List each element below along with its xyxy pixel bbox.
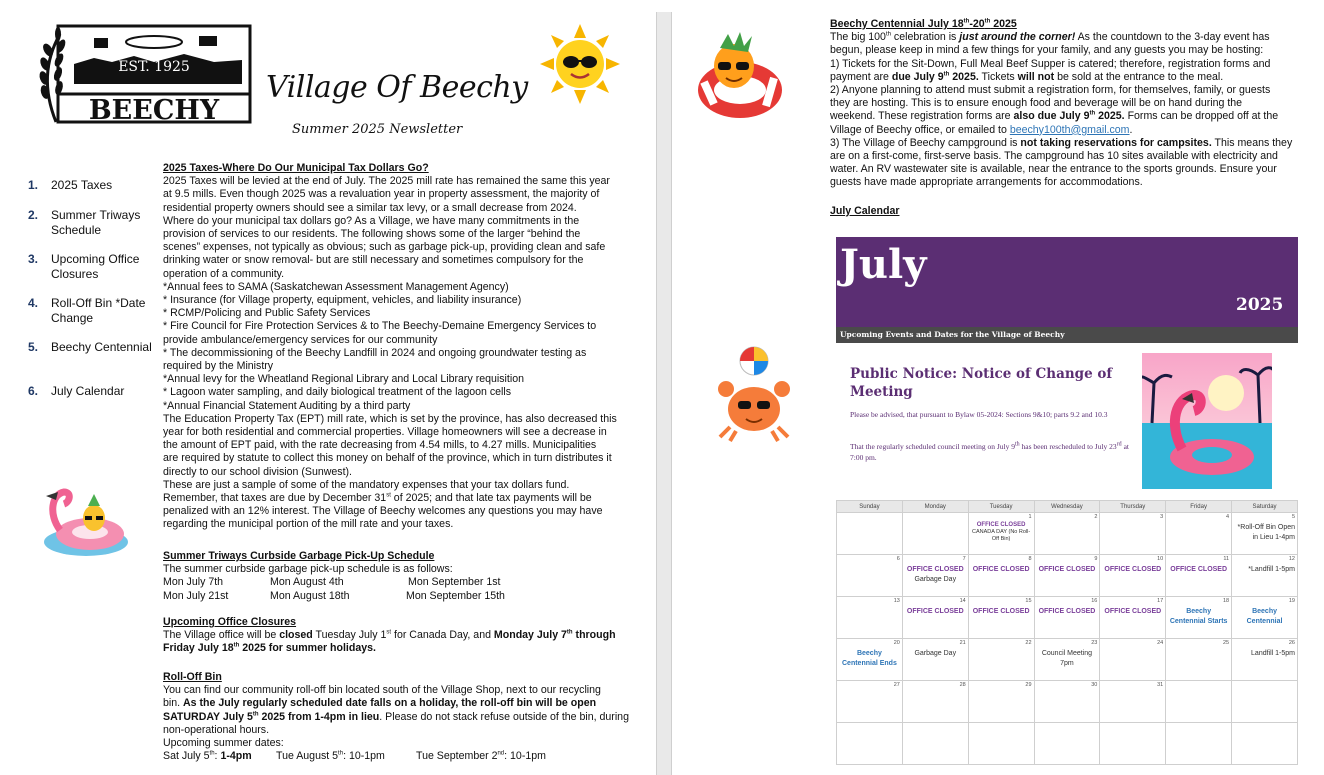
calendar-day-header: Sunday bbox=[837, 501, 903, 513]
taxes-line: drinking water or snow removal- but are still necessary and sometimes compulsory for the bbox=[163, 254, 584, 267]
calendar-date-number: 13 bbox=[893, 598, 900, 604]
taxes-section bbox=[163, 162, 649, 532]
taxes-line: The Education Property Tax (EPT) mill rate, which is set by the province, has also decreased this bbox=[163, 412, 617, 425]
calendar-cell bbox=[968, 723, 1034, 765]
calendar-cell bbox=[902, 555, 968, 597]
calendar-day-header: Wednesday bbox=[1034, 501, 1100, 513]
logo-est: EST. 1925 bbox=[118, 59, 190, 75]
calendar-event-note: CANADA DAY (No Roll-Off Bin) bbox=[972, 529, 1031, 542]
taxes-line: * Fire Council for Fire Protection Services & to The Beechy-Demaine Emergency Services to bbox=[163, 320, 597, 333]
closures-text: The Village office will be closed Tuesday July 1st for Canada Day, and Monday July 7th through bbox=[163, 629, 616, 642]
calendar-cell bbox=[1034, 513, 1100, 555]
calendar-date-number: 20 bbox=[893, 640, 900, 646]
newsletter-page-2 bbox=[672, 0, 1324, 775]
calendar-event: Beechy Centennial Starts bbox=[1169, 608, 1228, 625]
taxes-line: Where do your municipal tax dollars go? As a Village, we have many commitments in the bbox=[163, 214, 580, 227]
calendar-date-number: 10 bbox=[1157, 556, 1164, 562]
calendar-cell bbox=[1166, 639, 1232, 681]
calendar-date-number: 5 bbox=[1291, 514, 1295, 520]
rolloff-line: You can find our community roll-off bin located south of the Village Shop, next to our recycling bbox=[163, 684, 601, 697]
taxes-body bbox=[163, 175, 649, 531]
closures-heading: Upcoming Office Closures bbox=[163, 616, 297, 628]
calendar-cell bbox=[1034, 681, 1100, 723]
calendar-cell bbox=[1232, 681, 1298, 723]
calendar-date-number: 15 bbox=[1025, 598, 1032, 604]
calendar-grid bbox=[836, 500, 1298, 765]
taxes-line: *Annual Financial Statement Auditing by a third party bbox=[163, 399, 411, 412]
page-gutter bbox=[656, 12, 672, 775]
calendar-year: 2025 bbox=[1236, 295, 1284, 315]
calendar-event: Garbage Day bbox=[914, 650, 957, 657]
sun-sunglasses-icon bbox=[540, 24, 620, 104]
logo-name: BEECHY bbox=[88, 95, 220, 126]
calendar-day-header: Monday bbox=[902, 501, 968, 513]
calendar-event: *Roll-Off Bin Open in Lieu 1-4pm bbox=[1237, 524, 1295, 541]
pickup-date: Mon August 4th bbox=[270, 576, 344, 589]
triways-row bbox=[163, 576, 649, 589]
july-calendar bbox=[672, 237, 1324, 775]
calendar-cell bbox=[837, 597, 903, 639]
calendar-day-header: Saturday bbox=[1232, 501, 1298, 513]
calendar-event: OFFICE CLOSED bbox=[1038, 566, 1096, 573]
newsletter-title: Village Of Beechy bbox=[266, 70, 528, 105]
calendar-cell bbox=[837, 681, 903, 723]
calendar-event: *Landfill 1-5pm bbox=[1248, 566, 1295, 573]
calendar-cell bbox=[1100, 681, 1166, 723]
centennial-line: The big 100th celebration is just around the corner! As the countdown to the 3-day event has bbox=[830, 31, 1270, 44]
taxes-line: *Annual fees to SAMA (Saskatchewan Assessment Management Agency) bbox=[163, 280, 509, 293]
calendar-week bbox=[837, 513, 1298, 555]
calendar-cell bbox=[1100, 723, 1166, 765]
calendar-date-number: 25 bbox=[1222, 640, 1230, 646]
calendar-event: OFFICE CLOSED bbox=[906, 566, 964, 573]
calendar-date-number: 28 bbox=[959, 682, 966, 688]
triways-heading: Summer Triways Curbside Garbage Pick-Up Schedule bbox=[163, 550, 435, 562]
taxes-line: the amount of EPT paid, with the rate decreasing from 4.54 mills, to 4.27 mills. Municipalities bbox=[163, 439, 597, 452]
calendar-date-number: 3 bbox=[1160, 514, 1164, 520]
taxes-line: penalized with an 12% interest. The Village of Beechy welcomes any questions you may have bbox=[163, 505, 603, 518]
flamingo-pool-icon bbox=[1142, 353, 1272, 489]
calendar-cell bbox=[968, 513, 1034, 555]
calendar-cell bbox=[837, 639, 903, 681]
calendar-date-number: 14 bbox=[959, 598, 966, 604]
centennial-line: 3) The Village of Beechy campground is not taking reservations for campsites. This means they bbox=[830, 136, 1293, 149]
calendar-cell bbox=[1166, 723, 1232, 765]
taxes-line: directly to our school division (Sunwest). bbox=[163, 465, 353, 478]
calendar-date-number: 6 bbox=[896, 556, 900, 562]
calendar-event: OFFICE CLOSED bbox=[1104, 608, 1162, 615]
calendar-date-number: 24 bbox=[1157, 640, 1164, 646]
pickup-date: Mon September 1st bbox=[408, 576, 501, 589]
calendar-cell bbox=[1232, 513, 1298, 555]
centennial-line: payment are due July 9th 2025. Tickets will not be sold at the entrance to the meal. bbox=[830, 70, 1224, 83]
centennial-line: they are hosting. This is to ensure enough food and beverage will be on hand during the bbox=[830, 97, 1243, 110]
rolloff-line: non-operational hours. bbox=[163, 723, 270, 736]
calendar-cell bbox=[968, 639, 1034, 681]
calendar-cell bbox=[1100, 513, 1166, 555]
crab-beachball-icon bbox=[716, 345, 792, 445]
rolloff-line: Upcoming summer dates: bbox=[163, 737, 284, 750]
calendar-heading: July Calendar bbox=[830, 205, 900, 217]
calendar-cell bbox=[968, 681, 1034, 723]
taxes-line: * Lagoon water sampling, and daily biological treatment of the lagoon cells bbox=[163, 386, 512, 399]
calendar-date-number: 29 bbox=[1025, 682, 1032, 688]
calendar-cell bbox=[1166, 513, 1232, 555]
calendar-event: OFFICE CLOSED bbox=[972, 566, 1030, 573]
centennial-heading: Beechy Centennial July 18th-20th 2025 bbox=[830, 18, 1017, 30]
calendar-date-number: 30 bbox=[1091, 682, 1098, 688]
calendar-subtitle-bar: Upcoming Events and Dates for the Village of Beechy bbox=[836, 327, 1298, 343]
calendar-cell bbox=[968, 555, 1034, 597]
calendar-day-header: Tuesday bbox=[968, 501, 1034, 513]
calendar-cell bbox=[968, 597, 1034, 639]
centennial-line: begun, please keep in mind a few things for your family, and any guests you may be hosting: bbox=[830, 44, 1264, 57]
calendar-event: OFFICE CLOSED bbox=[906, 608, 964, 615]
taxes-line: required by the Ministry bbox=[163, 360, 274, 373]
calendar-date-number: 23 bbox=[1091, 640, 1098, 646]
calendar-date-number: 16 bbox=[1091, 598, 1098, 604]
calendar-cell bbox=[1166, 597, 1232, 639]
calendar-event: OFFICE CLOSED bbox=[1038, 608, 1096, 615]
calendar-cell bbox=[837, 513, 903, 555]
newsletter-subtitle: Summer 2025 Newsletter bbox=[292, 122, 463, 137]
beechy-logo-icon bbox=[34, 22, 254, 126]
calendar-date-number: 31 bbox=[1157, 682, 1164, 688]
centennial-section bbox=[830, 18, 1320, 190]
calendar-week bbox=[837, 555, 1298, 597]
rolloff-heading: Roll-Off Bin bbox=[163, 671, 222, 683]
calendar-cell bbox=[1034, 555, 1100, 597]
calendar-cell bbox=[1100, 597, 1166, 639]
calendar-cell bbox=[1166, 555, 1232, 597]
centennial-line: 2) Anyone planning to attend must submit a registration form, for themselves, family, or guests bbox=[830, 84, 1271, 97]
calendar-cell bbox=[902, 597, 968, 639]
taxes-line: operation of a community. bbox=[163, 267, 285, 280]
taxes-heading: 2025 Taxes-Where Do Our Municipal Tax Dollars Go? bbox=[163, 162, 429, 174]
calendar-event: OFFICE CLOSED bbox=[976, 522, 1026, 528]
centennial-line: water. An RV wastewater site is available, near the entrance to the sports grounds. Ensure your bbox=[830, 163, 1277, 176]
taxes-line: 2025 Taxes will be levied at the end of July. The 2025 mill rate has remained the same this year bbox=[163, 175, 610, 188]
centennial-line: 1) Tickets for the Sit-Down, Full Meal Beef Supper is catered; therefore, registration forms and bbox=[830, 57, 1271, 70]
triways-intro: The summer curbside garbage pick-up schedule is as follows: bbox=[163, 563, 453, 576]
calendar-date-number: 7 bbox=[962, 556, 966, 562]
calendar-date-number: 18 bbox=[1222, 598, 1230, 604]
calendar-date-number: 17 bbox=[1157, 598, 1164, 604]
taxes-line: scenes” expenses, not typically as obvious; such as garbage pick-up, providing clean and safe bbox=[163, 241, 606, 254]
pickup-date: Mon July 7th bbox=[163, 576, 224, 589]
pickup-date: Mon August 18th bbox=[270, 589, 350, 602]
centennial-line: Village of Beechy office, or emailed to beechy100th@gmail.com. bbox=[830, 123, 1133, 136]
calendar-event-note: Garbage Day bbox=[914, 576, 957, 583]
calendar-cell bbox=[1100, 639, 1166, 681]
calendar-cell bbox=[1232, 555, 1298, 597]
taxes-line: * Insurance (for Village property, equipment, vehicles, and liability insurance) bbox=[163, 294, 522, 307]
flamingo-float-icon bbox=[38, 484, 130, 560]
calendar-cell bbox=[902, 681, 968, 723]
calendar-cell bbox=[902, 639, 968, 681]
newsletter-page-1: EST. 1925 BEECHY Village Of Beechy Summer 2025 Newsletter 1. 2025 Taxes 2. Summer Triways Schedule 3. Upcoming Office Closures 4. Roll-Off Bin *Date Change 5. Beechy Centennial 6. July Calendar 2025 Taxes-Where Do Our Municipal Tax Dollars Go? 2025 Taxes will be levied at the end of July. The 2025 mill rate has remained the same this year at 9.5 mills. Even though 2025 was a revaluation year in property assessment, the majority of residential property owners should see a similar tax levy, or a small decrease from 2024. Where do your municipal tax dollars go? As a Village, we have many commitments in the provision of services to our residents. The following shows some of the larger “behind the scenes” expenses, not typically as obvious; such as garbage pick-up, providing clean and safe drinking water or snow removal- but are still necessary and sometimes compulsory for the operation of a community. *Annual fees to SAMA (Saskatchewan Assessment Management Agency) * Insurance (for Village property, equipment, vehicles, and liability insurance) * RCMP/Policing and Public Safety Services * Fire Council for Fire Protection Services & to The Beechy-Demaine Emergency Services to provide ambulance/emergency services for our community * The decommissioning of the Beechy Landfill in 2024 and ongoing groundwater testing as required by the Ministry *Annual levy for the Wheatland Regional Library and Local Library requisition * Lagoon water sampling, and daily biological treatment of the lagoon cells *Annual Financial Statement Auditing by a third party The Education Property Tax (EPT) mill rate, which is set by the province, has also decreased this year for both residential and commercial properties. Village homeowners will see a decrease in the amount of EPT paid, with the rate decreasing from 4.54 mills, to 4.27 mills. Municipalities are required by statute to collect this money on behalf of the province, which in turn distributes it directly to our school division (Sunwest). These are just a sample of some of the mandatory expenses that your tax dollars fund. Remember, that taxes are due by December 31st of 2025; and that late tax payments will be penalized with an 12% interest. The Village of Beechy welcomes any questions you may have regarding the municipal portion of the mill rate and your taxes. Summer Triways Curbside Garbage Pick-Up Schedule The summer curbside garbage pick-up schedule is as follows: Mon July 7th Mon August 4th Mon September 1st Mon July 21st Mon August 18th Mon September 15th Upcoming Office Closures The Village office will be closed Tuesday July 1st for Canada Day, and Monday July 7th through Friday July 18th 2025 for summer holidays. Roll-Off Bin You can find our community roll-off bin located south of the Village Shop, next to our recycling bin. As the July regularly scheduled date falls on a holiday, the roll-off bin will be open SATURDAY July 5th 2025 from 1-4pm in lieu. Please do not stack refuse outside of the bin, during non-operational hours. Upcoming summer dates: Sat July 5th: 1-4pm Tue August 5th: 10-1pm Tue September 2nd: 10-1pm bbox=[0, 0, 656, 775]
calendar-cell bbox=[837, 723, 903, 765]
taxes-line: residential property owners should see a similar tax levy, or a small decrease from 2024. bbox=[163, 201, 577, 214]
calendar-week bbox=[837, 597, 1298, 639]
calendar-week bbox=[837, 681, 1298, 723]
calendar-day-header: Thursday bbox=[1100, 501, 1166, 513]
pickup-date: Mon September 15th bbox=[406, 589, 505, 602]
rolloff-line: bin. As the July regularly scheduled date falls on a holiday, the roll-off bin will be open bbox=[163, 697, 597, 710]
calendar-cell bbox=[1166, 681, 1232, 723]
calendar-cell bbox=[1232, 639, 1298, 681]
calendar-date-number: 4 bbox=[1226, 514, 1230, 520]
public-notice-change: That the regularly scheduled council meeting on July 9th has been rescheduled to July 23rd at 7:00 pm. bbox=[850, 441, 1129, 462]
taxes-line: are required by statute to collect this money on behalf of the province, which in turn distributes it bbox=[163, 452, 612, 465]
calendar-event: OFFICE CLOSED bbox=[1170, 566, 1228, 573]
taxes-line: Remember, that taxes are due by December 31st of 2025; and that late tax payments will be bbox=[163, 492, 592, 505]
centennial-line: are on a first-come, first-serve basis. The campground has 10 sites available with electricity and bbox=[830, 150, 1278, 163]
public-notice-body: Please be advised, that pursuant to Bylaw 05-2024: Sections 9&10; parts 9.2 and 10.3 bbox=[850, 410, 1108, 419]
taxes-line: provision of services to our residents. The following shows some of the larger “behind the bbox=[163, 228, 581, 241]
rolloff-dates: Sat July 5th: 1-4pm Tue August 5th: 10-1pm Tue September 2nd: 10-1pm bbox=[163, 750, 546, 763]
calendar-event: Council Meeting 7pm bbox=[1041, 650, 1093, 667]
calendar-cell bbox=[1034, 597, 1100, 639]
calendar-date-number: 2 bbox=[1094, 514, 1098, 520]
calendar-day-header: Friday bbox=[1166, 501, 1232, 513]
taxes-line: * RCMP/Policing and Public Safety Services bbox=[163, 307, 371, 320]
calendar-date-number: 21 bbox=[959, 640, 966, 646]
rolloff-line: SATURDAY July 5th 2025 from 1-4pm in lieu. Please do not stack refuse outside of the bin, during bbox=[163, 710, 629, 723]
calendar-cell bbox=[1034, 723, 1100, 765]
rolloff-section bbox=[163, 671, 649, 763]
calendar-event: Landfill 1-5pm bbox=[1251, 650, 1295, 657]
public-notice-title: Public Notice: Notice of Change of Meeting bbox=[850, 366, 1113, 400]
calendar-cell bbox=[837, 555, 903, 597]
calendar-cell bbox=[1034, 639, 1100, 681]
calendar-week bbox=[837, 723, 1298, 765]
taxes-line: These are just a sample of some of the mandatory expenses that your tax dollars fund. bbox=[163, 478, 570, 491]
calendar-event: Beechy Centennial bbox=[1246, 608, 1283, 625]
calendar-date-number: 8 bbox=[1028, 556, 1032, 562]
calendar-date-number: 9 bbox=[1094, 556, 1098, 562]
taxes-line: *Annual levy for the Wheatland Regional Library and Local Library requisition bbox=[163, 373, 524, 386]
calendar-event: Beechy Centennial Ends bbox=[842, 650, 897, 667]
centennial-line: guests have made appropriate arrangements for accommodations. bbox=[830, 176, 1143, 189]
taxes-line: year for both residential and commercial properties. Village homeowners will see a decrease in bbox=[163, 426, 607, 439]
calendar-cell bbox=[1232, 597, 1298, 639]
calendar-date-number: 26 bbox=[1288, 640, 1295, 646]
calendar-cell bbox=[1232, 723, 1298, 765]
calendar-date-number: 1 bbox=[1028, 514, 1032, 520]
calendar-cell bbox=[1100, 555, 1166, 597]
calendar-week bbox=[837, 639, 1298, 681]
calendar-date-number: 27 bbox=[893, 682, 900, 688]
calendar-cell bbox=[902, 723, 968, 765]
calendar-month: July bbox=[840, 241, 927, 288]
taxes-line: regarding the municipal portion of the mill rate and your taxes. bbox=[163, 518, 454, 531]
pickup-date: Mon July 21st bbox=[163, 589, 229, 602]
closures-section bbox=[163, 616, 649, 656]
calendar-date-number: 19 bbox=[1288, 598, 1295, 604]
triways-row bbox=[163, 590, 649, 603]
taxes-line: provide ambulance/emergency services for our community bbox=[163, 333, 438, 346]
calendar-date-number: 12 bbox=[1288, 556, 1295, 562]
taxes-line: * The decommissioning of the Beechy Landfill in 2024 and ongoing groundwater testing as bbox=[163, 346, 587, 359]
closures-text-2: Friday July 18th 2025 for summer holidays. bbox=[163, 642, 376, 655]
calendar-date-number: 11 bbox=[1223, 556, 1230, 562]
pineapple-float-icon bbox=[694, 32, 794, 124]
calendar-cell bbox=[902, 513, 968, 555]
triways-section bbox=[163, 550, 649, 603]
taxes-line: at 9.5 mills. Even though 2025 was a revaluation year in property assessment, the majority of bbox=[163, 188, 600, 201]
centennial-line: weekend. These registration forms are also due July 9th 2025. Forms can be dropped off at the bbox=[830, 110, 1279, 123]
email-link[interactable]: beechy100th@gmail.com bbox=[1009, 123, 1130, 136]
calendar-date-number: 22 bbox=[1025, 640, 1032, 646]
calendar-event: OFFICE CLOSED bbox=[972, 608, 1030, 615]
calendar-event: OFFICE CLOSED bbox=[1104, 566, 1162, 573]
